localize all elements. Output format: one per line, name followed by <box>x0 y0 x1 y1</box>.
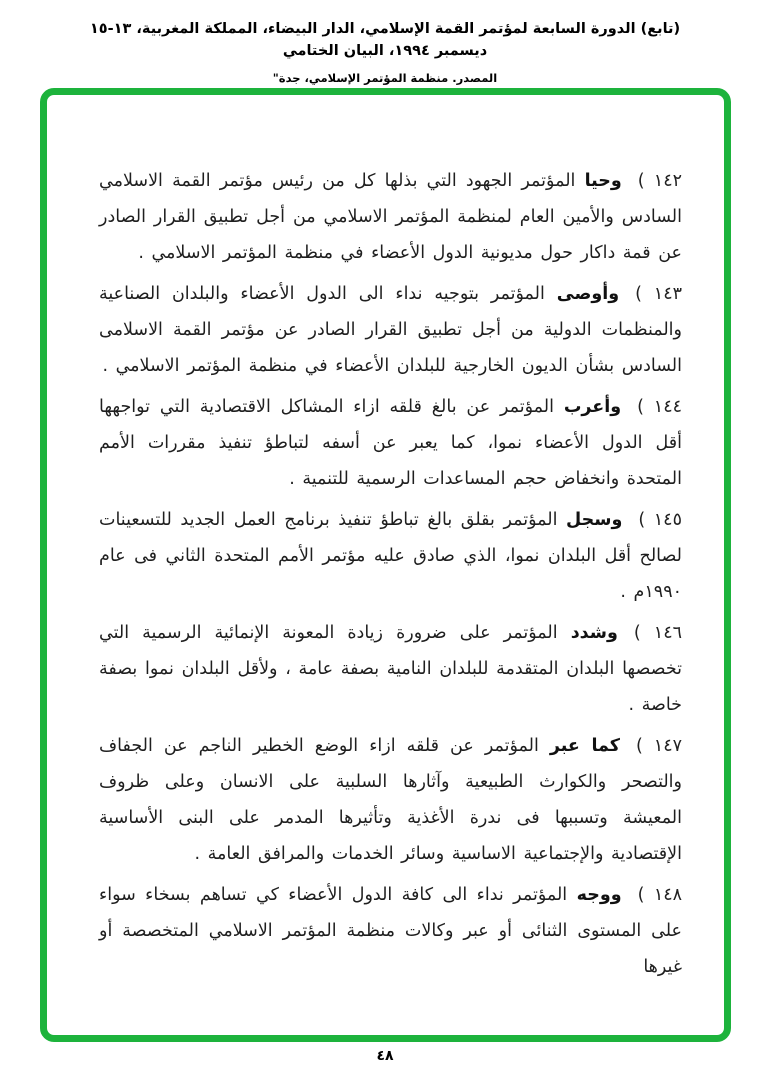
clause-text: المؤتمر الجهود التي بذلها كل من رئيس مؤتمر القمة الاسلامي السادس والأمين العام لمنظمة المؤتمر الاسلامي من أجل تطبيق القرار الصادر عن قمة داكار حول مديونية الدول الأعضاء في منظمة المؤتمر الاسلامي . <box>99 171 682 263</box>
clause-paragraph <box>99 877 682 985</box>
clause-number: ١٤٥ ) <box>638 510 682 530</box>
page-number: ٤٨ <box>376 1048 394 1064</box>
clause-lead-word: ووجه <box>576 885 622 905</box>
clause-paragraph <box>99 163 682 271</box>
clause-text: المؤتمر نداء الى كافة الدول الأعضاء كي تساهم بسخاء سواء على المستوى الثنائى أو عبر وكالات منظمة المؤتمر الاسلامي المتخصصة أو غيرها <box>99 885 682 977</box>
clause-lead-word: وأعرب <box>563 397 622 417</box>
clause-number: ١٤٦ ) <box>633 623 682 643</box>
clause-number: ١٤٢ ) <box>637 171 682 191</box>
clause-paragraph <box>99 502 682 610</box>
clause-lead-word: وحيا <box>584 171 622 191</box>
clause-lead-word: كما عبر <box>549 736 620 756</box>
source-line: المصدر. منظمة المؤتمر الإسلامي، جدة" <box>272 71 498 85</box>
document-body <box>99 163 682 990</box>
clause-paragraph <box>99 615 682 723</box>
clause-lead-word: وسجل <box>566 510 623 530</box>
clause-paragraph <box>99 276 682 384</box>
page-header <box>0 18 770 85</box>
clause-number: ١٤٧ ) <box>635 736 682 756</box>
clause-number: ١٤٣ ) <box>635 284 682 304</box>
content-frame-border <box>40 88 731 1042</box>
clause-lead-word: وأوصى <box>556 284 620 304</box>
clause-text: المؤتمر بقلق بالغ تباطؤ تنفيذ برنامج العمل الجديد للتسعينات لصالح أقل البلدان نموا، الذي صادق عليه مؤتمر الأمم المتحدة الثاني فى عام ١٩٩٠م . <box>99 510 682 602</box>
clause-paragraph <box>99 389 682 497</box>
clause-text: المؤتمر على ضرورة زيادة المعونة الإنمائية الرسمية التي تخصصها البلدان المتقدمة للبلدان النامية بصفة عامة ، ولأقل البلدان نموا بصفة خاصة . <box>99 623 682 715</box>
clause-number: ١٤٨ ) <box>637 885 683 905</box>
clause-text: المؤتمر بتوجيه نداء الى الدول الأعضاء والبلدان الصناعية والمنظمات الدولية من أجل تطبيق القرار الصادر عن مؤتمر القمة الاسلامى السادس بشأن الديون الخارجية للبلدان الأعضاء في منظمة المؤتمر الاسلامي . <box>99 284 682 376</box>
clause-text: المؤتمر عن بالغ قلقه ازاء المشاكل الاقتصادية التي تواجهها أقل الدول الأعضاء نموا، كما يعبر عن أسفه لتباطؤ تنفيذ مقررات الأمم المتحدة وانخفاض حجم المساعدات الرسمية للتنمية . <box>99 397 682 489</box>
clause-number: ١٤٤ ) <box>637 397 682 417</box>
clause-paragraph <box>99 728 682 872</box>
clause-text: المؤتمر عن قلقه ازاء الوضع الخطير الناجم عن الجفاف والتصحر والكوارث الطبيعية وآثارها السلبية على الانسان وعلى ظروف المعيشة وتسببها فى ندرة الأغذية وتأثيرها المدمر على البنى الأساسية الإقتصادية والإجتماعية الاساسية وسائر الخدمات والمرافق العامة . <box>99 736 682 864</box>
document-title-line: (تابع) الدورة السابعة لمؤتمر القمة الإسلامي، الدار البيضاء، المملكة المغربية، ١٣-١٥ ديسمبر ١٩٩٤، البيان الختامي <box>89 21 681 59</box>
clause-lead-word: وشدد <box>570 623 618 643</box>
